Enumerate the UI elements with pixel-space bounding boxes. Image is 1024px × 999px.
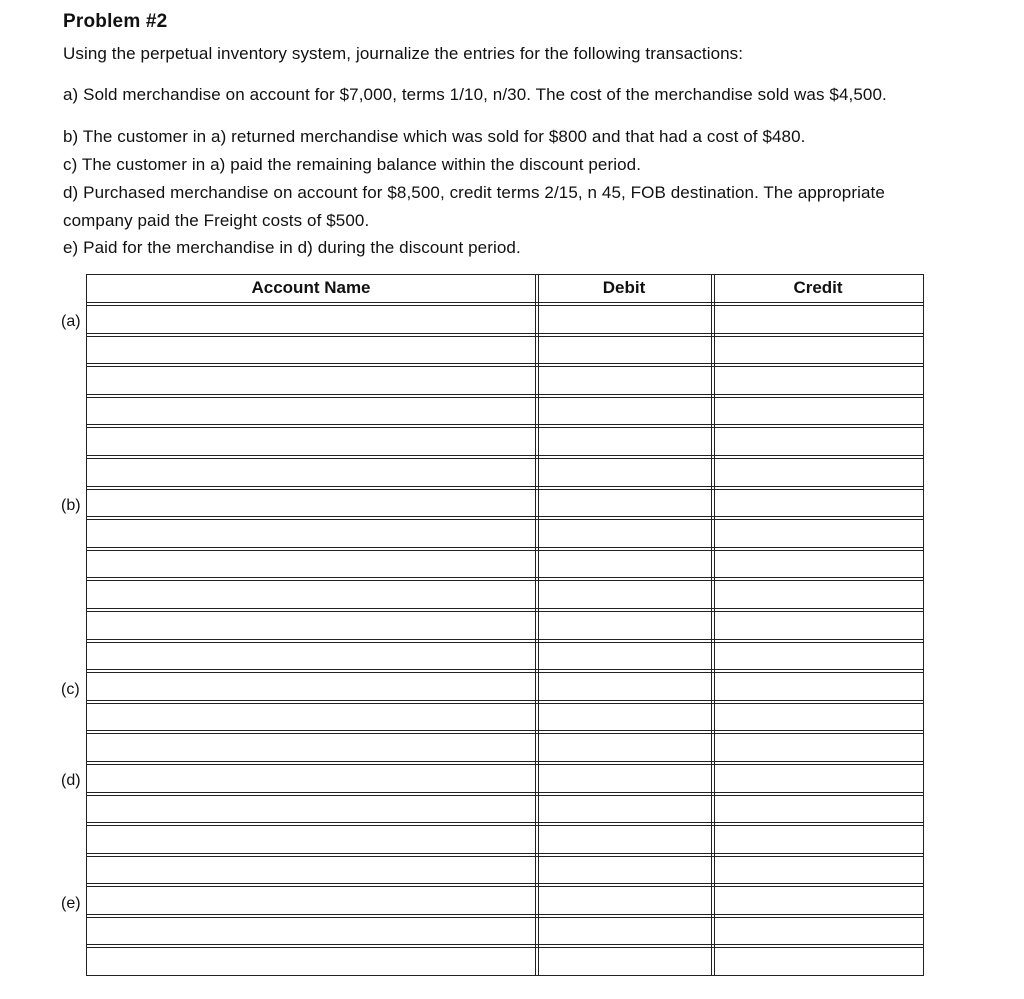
transaction-b: b) The customer in a) returned merchandise which was sold for $800 and that had a cost of $480. [63,127,806,146]
entry-label-d: (d) [61,772,81,789]
table-border-bottom [86,975,924,976]
row-divider [86,792,924,796]
transaction-d: d) Purchased merchandise on account for $8,500, credit terms 2/15, n 45, FOB destination. The appropriate [63,183,885,202]
row-divider [86,455,924,459]
row-divider [86,547,924,551]
entry-label-c: (c) [61,681,80,698]
column-divider-credit [711,274,715,976]
row-divider [86,730,924,734]
row-divider [86,608,924,612]
column-header-account-name: Account Name [251,278,371,297]
row-divider [86,486,924,490]
entry-label-a: (a) [61,313,81,330]
table-border-top [86,274,924,275]
transaction-e: e) Paid for the merchandise in d) during the discount period. [63,238,521,257]
row-divider [86,700,924,704]
instructions-text: Using the perpetual inventory system, journalize the entries for the following transactions: [63,44,744,63]
entry-label-b: (b) [61,497,81,514]
row-divider [86,669,924,673]
header-divider [86,302,924,306]
entry-label-e: (e) [61,895,81,912]
transaction-d-continued: company paid the Freight costs of $500. [63,211,370,230]
row-divider [86,333,924,337]
transaction-a: a) Sold merchandise on account for $7,000, terms 1/10, n/30. The cost of the merchandise sold was $4,500. [63,85,887,104]
row-divider [86,883,924,887]
journal-header-row [86,274,924,302]
row-divider [86,577,924,581]
table-border-right [923,274,924,976]
column-header-debit: Debit [602,278,646,297]
row-divider [86,853,924,857]
row-divider [86,914,924,918]
journal-table [86,274,924,976]
row-divider [86,944,924,948]
row-divider [86,761,924,765]
row-divider [86,822,924,826]
table-border-left [86,274,87,976]
row-divider [86,424,924,428]
row-divider [86,394,924,398]
row-divider [86,363,924,367]
problem-title: Problem #2 [63,11,168,32]
column-header-credit: Credit [793,278,843,297]
row-divider [86,516,924,520]
transaction-c: c) The customer in a) paid the remaining balance within the discount period. [63,155,642,174]
column-divider-debit [535,274,539,976]
row-divider [86,639,924,643]
